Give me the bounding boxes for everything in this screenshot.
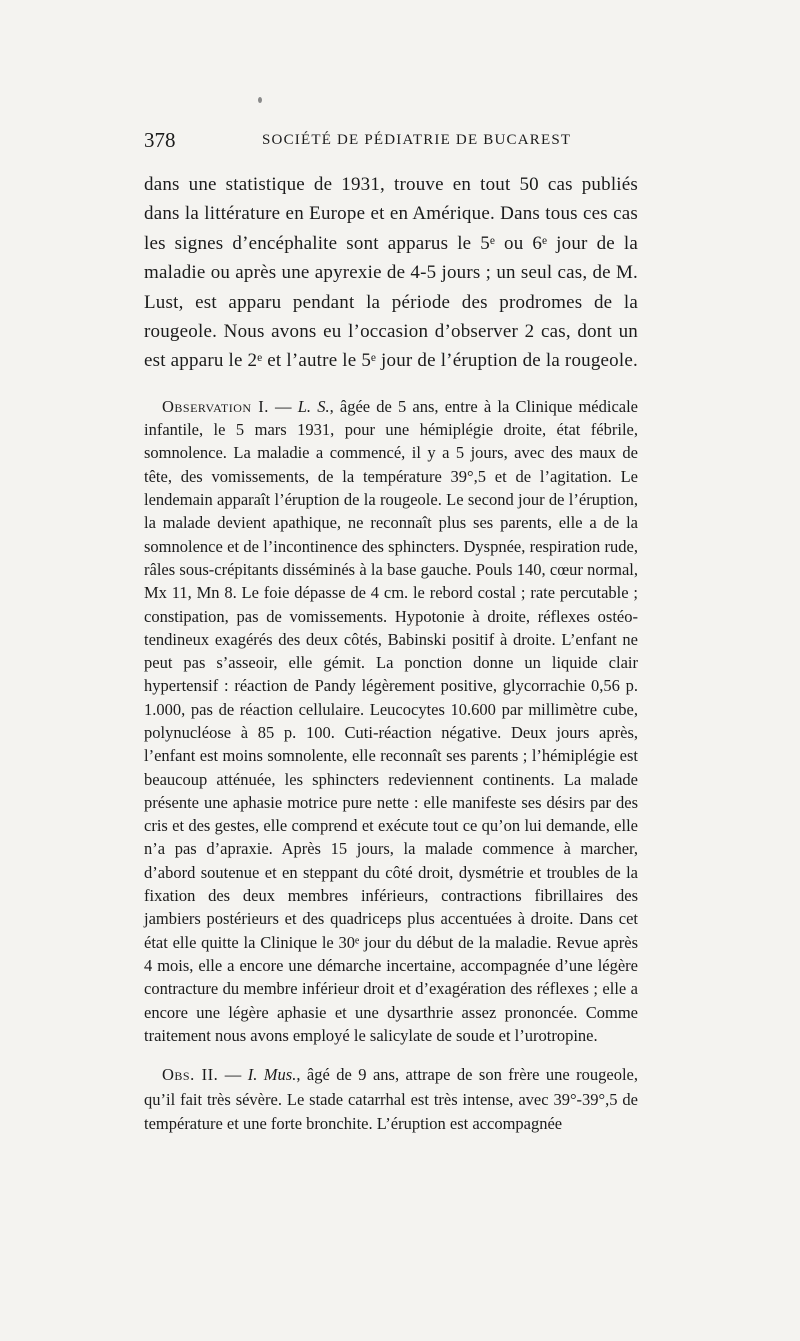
observation-2-patient: I. Mus. [247,1065,297,1085]
body-text [144,170,638,1136]
observation-1-text: , âgée de 5 ans, entre à la Clinique médicale infantile, le 5 mars 1931, pour une hémiplégie droite, état fébrile, somnolence. La maladie a commencé, il y a 5 jours, avec des maux de tête, des vomissements, de la température 39°,5 et de l’agitation. Le lendemain apparaît l’éruption de la rougeole. Le second jour de l’éruption, la malade devient apathique, ne reconnaît plus ses parents, elle a de la somnolence et de l’incontinence des sphincters. Dyspnée, respiration rude, râles sous-crépitants disséminés à la base gauche. Pouls 140, cœur normal, Mx 11, Mn 8. Le foie dépasse de 4 cm. le rebord costal ; rate percutable ; constipation, pas de vomissements. Hypotonie à droite, réflexes ostéo-tendineux exagérés des deux côtés, Babinski positif à droite. L’enfant ne peut pas s’asseoir, elle gémit. La ponction donne un liquide clair hypertensif : réaction de Pandy légèrement positive, glycorrachie 0,56 p. 1.000, pas de réaction cellulaire. Leucocytes 10.600 par millimètre cube, polynucléose à 85 p. 100. Cuti-réaction négative. Deux jours après, l’enfant est moins somnolente, elle reconnaît ses parents ; l’hémiplégie est beaucoup atténuée, les sphincters redeviennent continents. La malade présente une aphasie motrice pure nette : elle manifeste ses désirs par des cris et des gestes, elle comprend et exécute tout ce qu’on lui demande, elle n’a pas d’apraxie. Après 15 jours, la malade commence à marcher, d’abord soutenue et en steppant du côté droit, dysmétrie et troubles de la fixation des deux membres inférieurs, contractions fibrillaires des jambiers postérieurs et des quadriceps plus accentuées à droite. Dans cet état elle quitte la Clinique le 30ᵉ jour du début de la maladie. Revue après 4 mois, elle a encore une démarche incertaine, accompagnée d’une légère contracture du membre inférieur droit et d’exagération des réflexes ; elle a encore une légère aphasie et une dysarthrie assez prononcée. Comme traitement nous avons employé le salicylate de soude et l’urotropine. [144,396,638,1045]
intro-paragraph: dans une statistique de 1931, trouve en tout 50 cas publiés dans la littérature en Europe et en Amérique. Dans tous ces cas les signes d’encéphalite sont apparus le 5ᵉ ou 6ᵉ jour de la maladie ou après une apyrexie de 4-5 jours ; un seul cas, de M. Lust, est apparu pendant la période des prodromes de la rougeole. Nous avons eu l’occasion d’observer 2 cas, dont un est apparu le 2ᵉ et l’autre le 5ᵉ jour de l’éruption de la rougeole. [144,174,638,372]
page-header [144,128,634,158]
observation-2-text: , âgé de 9 ans, attrape de son frère une rougeole, qu’il fait très sévère. Le stade catarrhal est très intense, avec 39°-39°,5 de température et une forte bronchite. L’éruption est accompagnée [144,1065,638,1133]
observation-1-dash: — [268,396,298,416]
observation-1-patient: L. S. [297,396,330,416]
ink-speck [258,97,262,103]
observation-2 [144,1063,638,1136]
page-number: 378 [144,128,176,152]
observation-2-dash: — [218,1065,248,1085]
running-title: SOCIÉTÉ DE PÉDIATRIE DE BUCAREST [262,132,572,148]
observation-1-label: Observation I. [162,396,269,416]
observation-2-label: Obs. II. [162,1065,219,1085]
observation-1 [144,395,638,1047]
